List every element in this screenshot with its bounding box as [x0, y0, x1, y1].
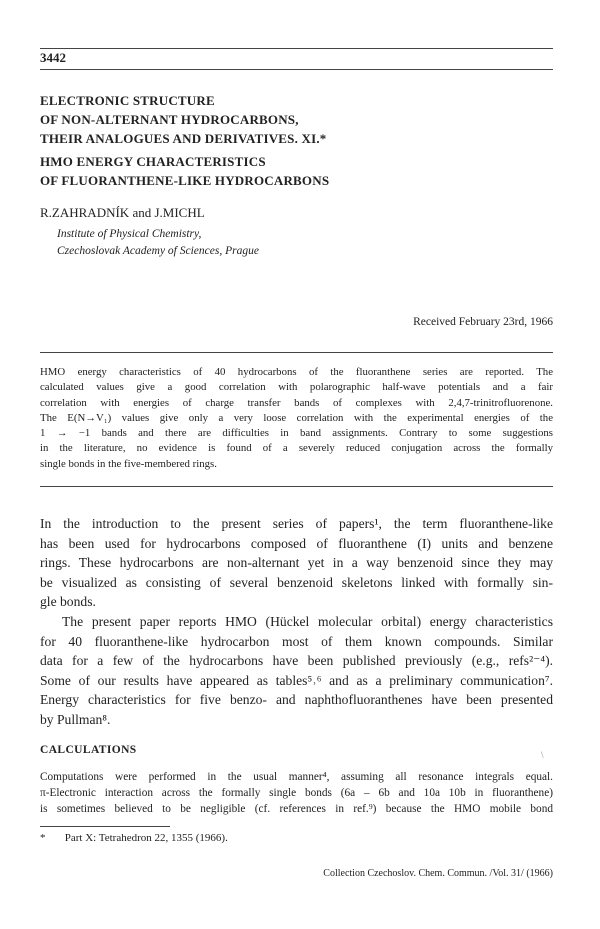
footnote-text: Part X: Tetrahedron 22, 1355 (1966).: [64, 832, 228, 844]
stray-mark: \: [541, 750, 544, 760]
title-line: OF FLUORANTHENE-LIKE HYDROCARBONS: [40, 173, 330, 188]
body-line: The present paper reports HMO (Hückel molecular orbital) energy characteristics: [62, 613, 553, 629]
body-line: for 40 fluoranthene-like hydrocarbon most of them known compounds. Similar: [40, 633, 553, 649]
header-rule: [40, 69, 553, 70]
section-heading: CALCULATIONS: [40, 744, 137, 756]
journal-reference: Collection Czechoslov. Chem. Commun. /Vol. 31/ (1966): [323, 868, 553, 879]
body-line: Some of our results have appeared as tables⁵˒⁶ and as a preliminary communication⁷.: [40, 672, 553, 688]
top-rule: [40, 48, 553, 49]
title-line: HMO ENERGY CHARACTERISTICS: [40, 154, 266, 169]
abstract: [40, 365, 553, 472]
abstract-line: HMO energy characteristics of 40 hydrocarbons of the fluoranthene series are reported. The: [40, 366, 553, 378]
affiliation-line: Institute of Physical Chemistry,: [57, 228, 202, 240]
introduction-text: [40, 514, 553, 730]
calc-line: Computations were performed in the usual manner⁴, assuming all resonance integrals equal.: [40, 771, 553, 783]
body-line: be visualized as consisting of several benzenoid skeletons linked with formally sin-: [40, 574, 553, 590]
abstract-line: in the literature, no evidence is found of a severely reduced conjugation across the formally: [40, 442, 553, 455]
title-line: THEIR ANALOGUES AND DERIVATIVES. XI.*: [40, 131, 327, 146]
footnote-mark: *: [40, 832, 46, 844]
abstract-line: calculated values give a good correlation with polarographic half-wave potentials and a fair: [40, 381, 553, 394]
article-title: [40, 91, 329, 190]
affiliation: [57, 226, 259, 260]
abstract-bottom-rule: [40, 486, 553, 487]
received-date: Received February 23rd, 1966: [413, 316, 553, 328]
abstract-line: single bonds in the five-membered rings.: [40, 457, 217, 470]
body-line: Energy characteristics for five benzo- and naphthofluoranthenes have been presented: [40, 692, 553, 708]
footnote: [40, 832, 228, 844]
body-line: In the introduction to the present series of papers¹, the term fluoranthene-like: [40, 516, 553, 531]
abstract-line: The E(N→V₁) values give only a very loose correlation with the experimental energies of the: [40, 411, 553, 424]
body-line: data for a few of the hydrocarbons have been published previously (e.g., refs²⁻⁴).: [40, 653, 553, 669]
authors: R.ZAHRADNÍK and J.MICHL: [40, 205, 205, 220]
title-line: ELECTRONIC STRUCTURE: [40, 93, 215, 108]
title-line: OF NON-ALTERNANT HYDROCARBONS,: [40, 112, 299, 127]
abstract-line: correlation with energies of charge transfer bands of complexes with 2,4,7-trinitrofluorenone.: [40, 396, 553, 409]
calc-line: is sometimes believed to be negligible (cf. references in ref.⁹) because the HMO mobile bond: [40, 802, 553, 815]
calculations-text: [40, 770, 553, 817]
calc-line: π-Electronic interaction across the formally single bonds (6a – 6b and 10a 10b in fluoranthene): [40, 786, 553, 799]
page-number: 3442: [40, 50, 66, 65]
body-line: has been used for hydrocarbons composed of fluoranthene (I) units and benzene: [40, 535, 553, 551]
abstract-line: 1 → −1 bands and there are difficulties in band assignments. Contrary to some suggestions: [40, 427, 553, 440]
body-line: gle bonds.: [40, 594, 96, 610]
affiliation-line: Czechoslovak Academy of Sciences, Prague: [57, 245, 259, 257]
footnote-rule: [40, 826, 170, 827]
abstract-top-rule: [40, 352, 553, 353]
body-line: by Pullman⁸.: [40, 711, 111, 727]
body-line: rings. These hydrocarbons are non-alternant yet in a way benzenoid since they may: [40, 555, 553, 571]
